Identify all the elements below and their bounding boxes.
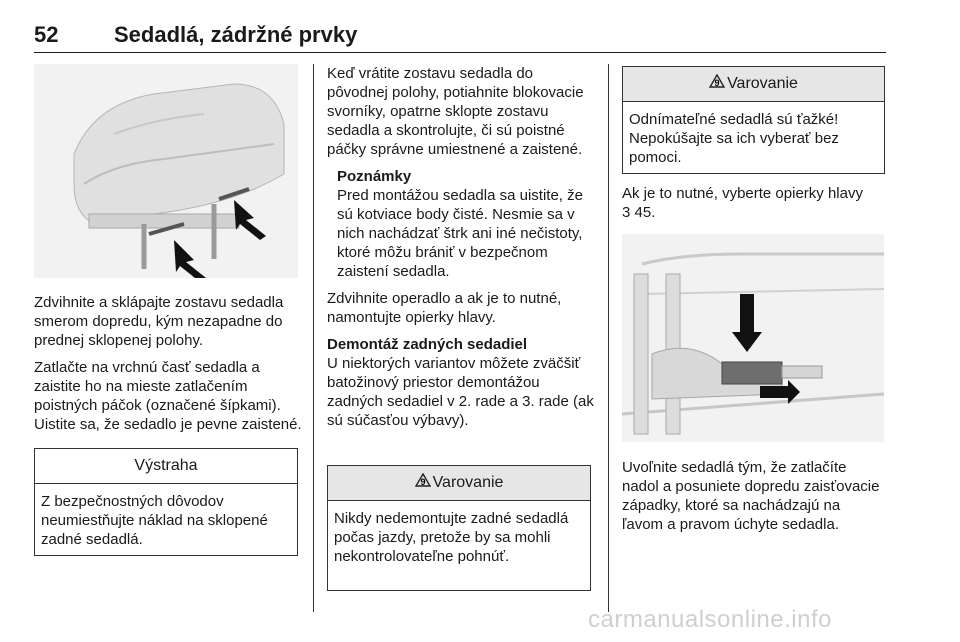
warning-title: Varovanie xyxy=(727,75,798,92)
warning-body: Nikdy nedemontujte zadné sedadlá počas jazdy, pretože by sa mohli nekontrolovateľne pohnúť. xyxy=(334,510,569,565)
page-reference-link[interactable]: 3 45. xyxy=(622,204,656,221)
warning-body: Odnímateľné sedadlá sú ťažké! Nepokúšajte sa ich vyberať bez pomoci. xyxy=(629,111,839,166)
warning-box xyxy=(327,465,591,591)
paragraph xyxy=(622,184,884,222)
note-body: Pred montážou sedadla sa uistite, že sú kotviace body čisté. Nesmie sa v nich nachádzať štrk ani iné nečistoty, ktoré môžu brániť v bezpečnom zaistení sedadla. xyxy=(337,187,583,280)
warning-box xyxy=(622,66,885,174)
caution-body: Z bezpečnostných dôvodov neumiestňujte náklad na sklopené zadné sedadlá. xyxy=(41,493,268,548)
column-3 xyxy=(622,184,884,230)
paragraph: Uvoľnite sedadlá tým, že zatlačíte nadol a posuniete dopredu zaisťovacie západky, ktoré sa nachádzajú na ľavom a pravom úchyte sedadla. xyxy=(622,459,880,533)
note-block xyxy=(337,167,597,281)
paragraph: Zdvihnite operadlo a ak je to nutné, namontujte opierky hlavy. xyxy=(327,290,562,326)
paragraph: Keď vrátite zostavu sedadla do pôvodnej polohy, potiahnite blokovacie svorníky, opatrne sklopte zostavu sedadla a skontrolujte, či sú poistné páčky správne umiestnené a zaistené. xyxy=(327,65,584,158)
column-divider xyxy=(313,64,314,612)
warning-title: Varovanie xyxy=(432,474,504,491)
svg-text:9: 9 xyxy=(714,78,720,88)
page-title: Sedadlá, zádržné prvky xyxy=(114,22,358,47)
svg-text:9: 9 xyxy=(420,477,426,487)
warning-title-bar xyxy=(623,67,884,102)
caution-title: Výstraha xyxy=(35,449,297,484)
seat-fold-illustration xyxy=(34,64,298,278)
paragraph: U niektorých variantov môžete zväčšiť batožinový priestor demontážou zadných sedadiel v 2. rade a 3. rade (ak sú súčasťou výbavy). xyxy=(327,355,594,429)
paragraph-text: Ak je to nutné, vyberte opierky hlavy xyxy=(622,185,863,202)
page-header xyxy=(34,22,886,53)
column-1 xyxy=(34,293,302,442)
column-3-lower xyxy=(622,458,884,542)
note-title: Poznámky xyxy=(337,168,412,185)
warning-triangle-icon xyxy=(415,466,431,500)
warning-title-bar xyxy=(328,466,590,501)
paragraph: Zatlačte na vrchnú časť sedadla a zaistite ho na mieste zatlačením poistných páčok (označené šípkami). Uistite sa, že sedadlo je pevne zaistené. xyxy=(34,359,302,433)
subheading: Demontáž zadných sedadiel xyxy=(327,336,528,353)
caution-box xyxy=(34,448,298,556)
page-number: 52 xyxy=(34,22,59,47)
column-2 xyxy=(327,64,597,438)
warning-triangle-icon xyxy=(709,67,725,101)
column-divider xyxy=(608,64,609,612)
seat-latch-illustration xyxy=(622,234,884,442)
paragraph: Zdvihnite a sklápajte zostavu sedadla smerom dopredu, kým nezapadne do prednej sklopenej polohy. xyxy=(34,294,284,349)
watermark: carmanualsonline.info xyxy=(588,606,832,633)
